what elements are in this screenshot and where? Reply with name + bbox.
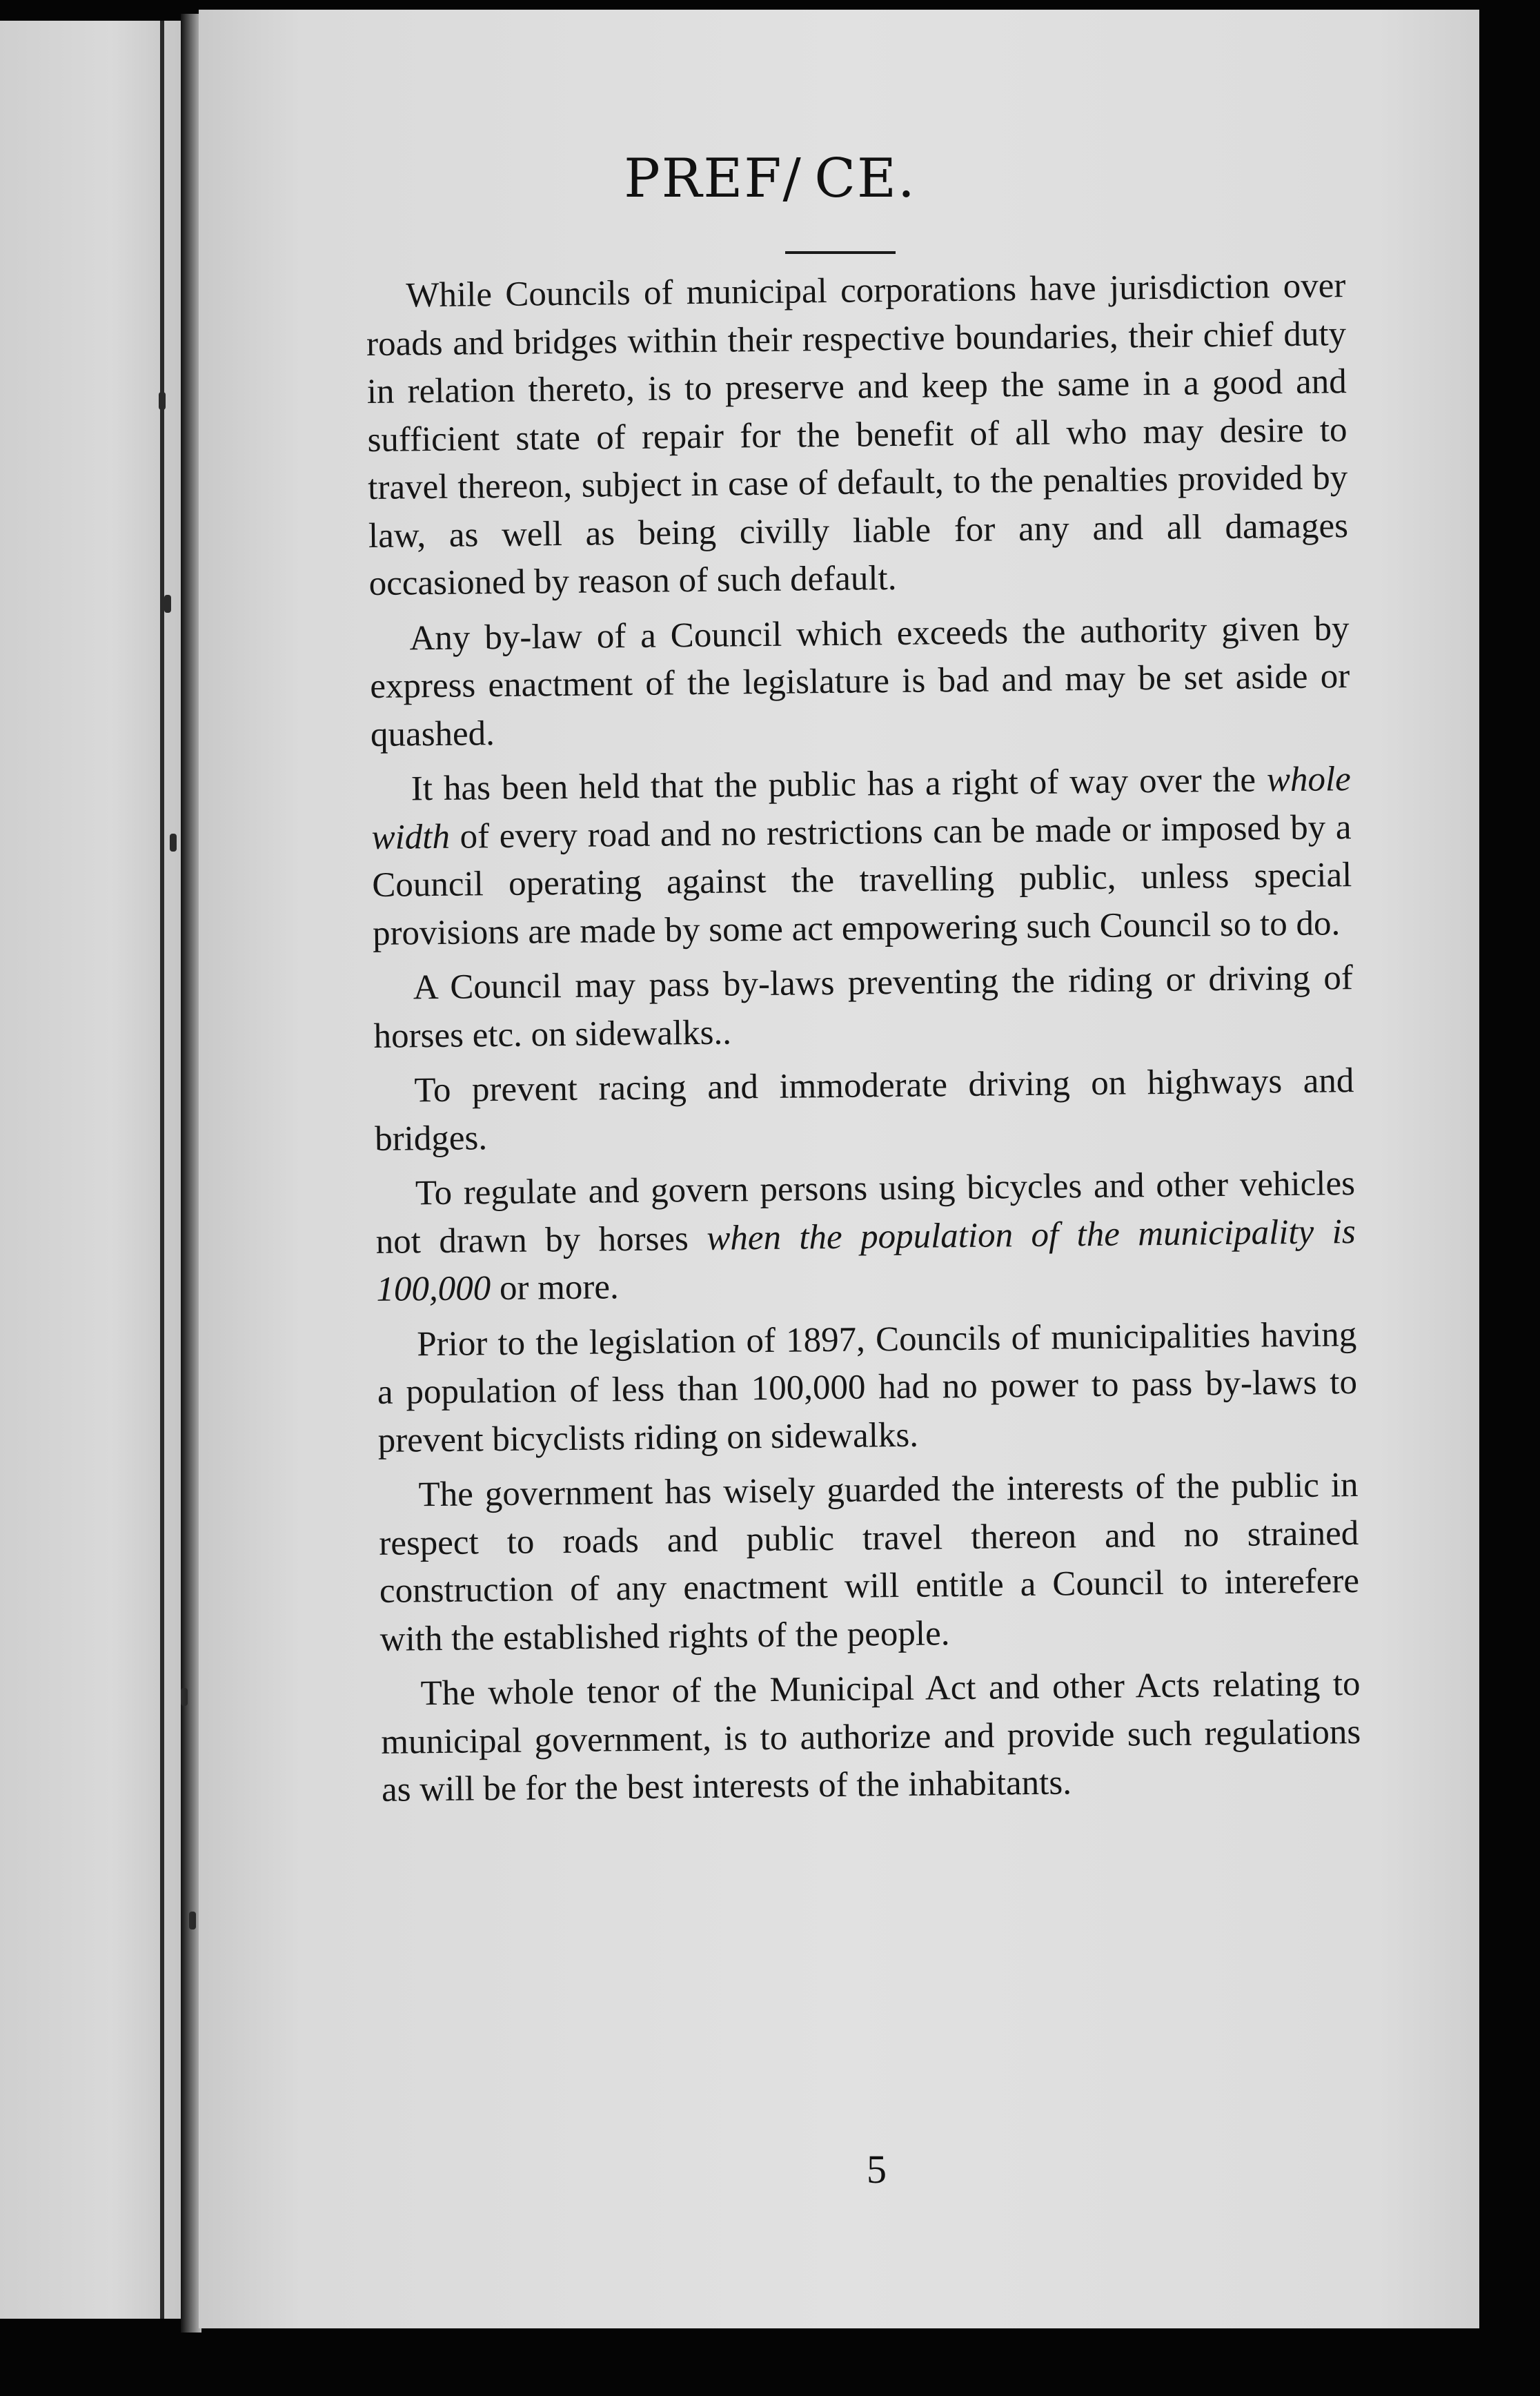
paragraph: [371, 756, 1352, 958]
paragraph: [374, 1057, 1354, 1163]
paragraph-italic-text: when the population of the municipality is 100,000: [376, 1212, 1356, 1309]
paragraph-text: The whole tenor of the Municipal Act and other Acts relating to municipal government, is to authorize and provide such regulations as will be for the best interests of the inhabitants.: [381, 1665, 1361, 1809]
paragraph-text: To prevent racing and immoderate driving on highways and bridges.: [374, 1061, 1354, 1159]
paragraph-text: or more.: [490, 1268, 619, 1308]
paragraph-text: The government has wisely guarded the interests of the public in respect to roads and public travel thereon and no strained construction of any enactment will entitle a Council to interefere with the established rights of the people.: [378, 1466, 1360, 1659]
binding-mark: [189, 1912, 196, 1929]
paragraph: [375, 1160, 1356, 1314]
paragraph: [373, 954, 1354, 1061]
binding-mark: [170, 834, 177, 852]
paragraph-text: A Council may pass by-laws preventing the riding or driving of horses etc. on sidewalks..: [373, 959, 1354, 1056]
page-number: 5: [867, 2147, 887, 2192]
left-page-edge: [0, 21, 186, 2319]
page-title: PREF/ CE.: [624, 148, 916, 210]
paragraph: [377, 1311, 1358, 1465]
paragraph: [366, 262, 1349, 608]
binding-mark: [181, 1688, 188, 1706]
paragraph-text: It has been held that the public has a right of way over the: [411, 760, 1267, 809]
paragraph-italic-text: whole width: [371, 760, 1352, 857]
paragraph-text: Any by-law of a Council which exceeds the authority given by express enactment of the legislature is bad and may be set aside or quashed.: [369, 609, 1350, 754]
paragraph: [378, 1462, 1360, 1664]
binding-mark: [159, 392, 166, 410]
paragraph: [369, 605, 1350, 759]
paragraph: [380, 1660, 1361, 1814]
paragraph-text: Prior to the legislation of 1897, Councils of municipalities having a population of less than 100,000 had no power to pass by-laws to prevent bicyclists riding on sidewalks.: [377, 1315, 1358, 1460]
paragraph-text: of every road and no restrictions can be made or imposed by a Council operating against the travelling public, unless special provisions are made by some act empowering such Council so to do.: [372, 807, 1352, 953]
title-rule: [785, 251, 896, 254]
binding-mark: [164, 595, 171, 613]
paragraph-text: To regulate and govern persons using bicycles and other vehicles not drawn by horses: [375, 1164, 1356, 1261]
gutter-line: [160, 21, 164, 2319]
preface-body: [366, 262, 1361, 1821]
paragraph-text: While Councils of municipal corporations have jurisdiction over roads and bridges within their respective boundaries, their chief duty in relation thereto, is to preserve and keep the same in a good and sufficient state of repair for the benefit of all who may desire to travel thereon, subject in case of default, to the penalties provided by law, as well as being civilly liable for any and all damages occasioned by reason of such default.: [366, 266, 1349, 603]
